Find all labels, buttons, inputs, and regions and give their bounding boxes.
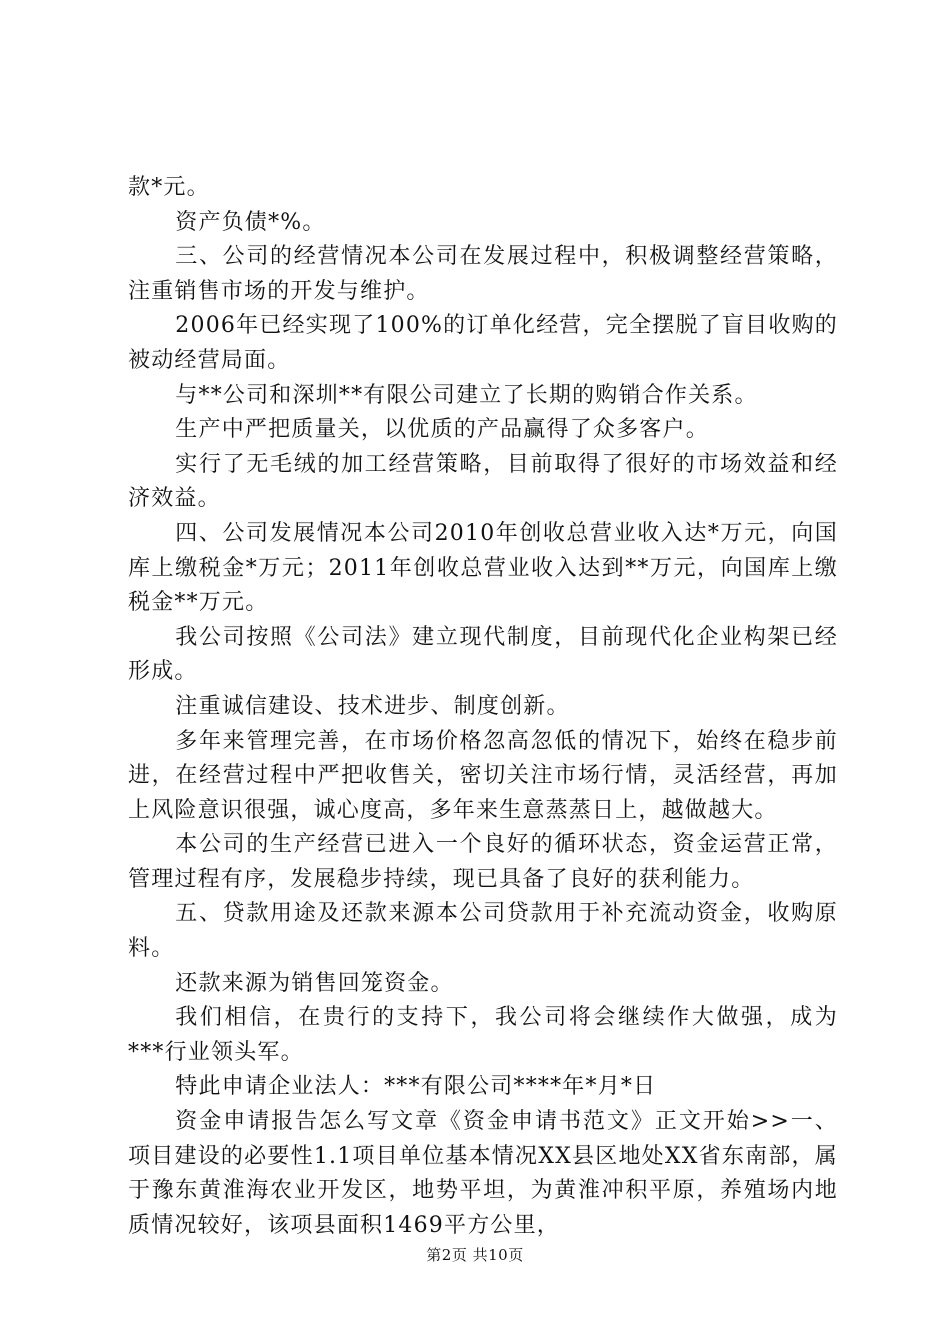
paragraph-8: 四、公司发展情况本公司2010年创收总营业收入达*万元，向国库上缴税金*万元；2011年创收总营业收入达到**万元，向国库上缴税金**万元。: [128, 520, 838, 616]
paragraph-9: 我公司按照《公司法》建立现代制度，目前现代化企业构架已经形成。: [128, 624, 838, 685]
paragraph-1: 款*元。: [128, 175, 210, 200]
paragraph-13: 五、贷款用途及还款来源本公司贷款用于补充流动资金，收购原料。: [128, 901, 838, 962]
paragraph-15: 我们相信，在贵行的支持下，我公司将会继续作大做强，成为***行业领头军。: [128, 1005, 838, 1065]
paragraph-16: 特此申请企业法人：***有限公司****年*月*日: [175, 1074, 657, 1100]
document-body: [128, 171, 838, 1243]
paragraph-12: 本公司的生产经营已进入一个良好的循环状态，资金运营正常，管理过程有序，发展稳步持续，现已具备了良好的获利能力。: [128, 832, 838, 892]
page-footer: 第2页 共10页: [426, 1246, 524, 1264]
paragraph-3: 三、公司的经营情况本公司在发展过程中，积极调整经营策略，注重销售市场的开发与维护。: [128, 244, 838, 304]
paragraph-2: 资产负债*%。: [175, 209, 326, 235]
paragraph-7: 实行了无毛绒的加工经营策略，目前取得了很好的市场效益和经济效益。: [128, 451, 838, 512]
paragraph-5: 与**公司和深圳**有限公司建立了长期的购销合作关系。: [175, 382, 758, 408]
paragraph-10: 注重诚信建设、技术进步、制度创新。: [175, 693, 570, 719]
paragraph-14: 还款来源为销售回笼资金。: [175, 970, 454, 996]
paragraph-4: 2006年已经实现了100%的订单化经营，完全摆脱了盲目收购的被动经营局面。: [128, 313, 838, 373]
paragraph-17: 资金申请报告怎么写文章《资金申请书范文》正文开始>>一、项目建设的必要性1.1项目单位基本情况XX县区地处XX省东南部，属于豫东黄淮海农业开发区，地势平坦，为黄淮冲积平原，养殖场内地质情况较好，该项县面积1469平方公里，: [128, 1109, 838, 1238]
paragraph-11: 多年来管理完善，在市场价格忽高忽低的情况下，始终在稳步前进，在经营过程中严把收售关，密切关注市场行情，灵活经营，再加上风险意识很强，诚心度高，多年来生意蒸蒸日上，越做越大。: [128, 728, 838, 823]
paragraph-6: 生产中严把质量关，以优质的产品赢得了众多客户。: [175, 417, 709, 443]
